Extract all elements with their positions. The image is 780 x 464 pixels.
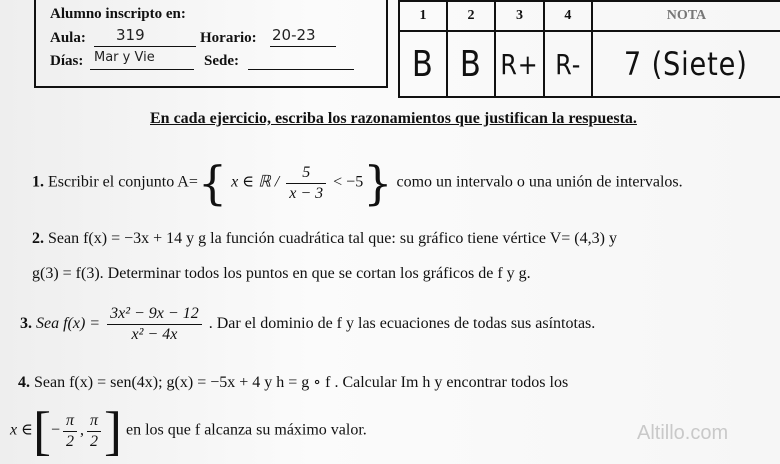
grade-value-nota: 7 (Siete) xyxy=(592,31,780,97)
exercise-2-line-2: g(3) = f(3). Determinar todos los puntos en que se cortan los gráficos de f y g. xyxy=(32,265,531,282)
grade-table xyxy=(398,0,780,92)
grade-header-nota: NOTA xyxy=(592,1,780,31)
dias-underline xyxy=(90,69,194,70)
exercise-3-lead: Sea f(x) = xyxy=(36,315,101,333)
exercise-3-tail: . Dar el dominio de f y las ecuaciones de todas sus asíntotas. xyxy=(208,315,596,333)
exercise-4-b-bot: 2 xyxy=(89,432,98,450)
exercise-4-a-top: π xyxy=(63,411,77,432)
grade-value-4: R- xyxy=(544,31,592,97)
exercise-1-fraction xyxy=(286,163,326,204)
left-bracket-icon: [ xyxy=(32,401,51,461)
sede-label: Sede: xyxy=(204,53,239,69)
exercise-3-number: 3. xyxy=(20,315,32,333)
exercise-2 xyxy=(32,230,617,248)
exercise-3-numerator: 3x² − 9x − 12 xyxy=(107,304,202,325)
exercise-4-a-bot: 2 xyxy=(65,432,74,450)
exercise-1-set-lhs: x ∈ ℝ / xyxy=(231,173,280,191)
grade-value-1: B xyxy=(399,31,447,97)
exercise-1-tail: como un intervalo o una unión de intervalos. xyxy=(396,173,683,191)
grade-header-3: 3 xyxy=(495,1,544,31)
exercise-3 xyxy=(20,304,595,345)
exercise-2-number: 2. xyxy=(32,230,44,247)
exercise-1-denominator: x − 3 xyxy=(289,184,324,202)
left-brace-icon: { xyxy=(197,156,228,210)
aula-label: Aula: xyxy=(50,30,86,46)
alumno-label: Alumno inscripto en: xyxy=(50,6,186,22)
exercise-4-b-top: π xyxy=(87,411,101,432)
right-brace-icon: } xyxy=(363,156,393,210)
exercise-4-line-1: Sean f(x) = sen(4x); g(x) = −5x + 4 y h = g ∘ f . Calcular Im h y encontrar todos los xyxy=(34,374,569,391)
sede-underline xyxy=(248,69,354,70)
exercise-4-number: 4. xyxy=(18,374,30,391)
exercise-4-continuation: x ∈[− $\frac{\pi}{2}$ , $\frac{\pi}{2}$ ] en los que f alcanza su máximo valor. xyxy=(10,401,367,461)
right-bracket-icon: ] xyxy=(104,401,122,461)
exercise-4-interval-b xyxy=(87,411,101,452)
exercise-1-number: 1. xyxy=(32,173,44,191)
exercise-3-denominator: x² − 4x xyxy=(131,326,178,343)
watermark: Altillo.com xyxy=(637,422,729,444)
exercise-2-line-1: Sean f(x) = −3x + 14 y g la función cuadrática tal que: su gráfico tiene vértice V= (4,3) y xyxy=(48,230,617,247)
exercise-4-interval-a xyxy=(63,411,77,452)
exercise-4-x-in: x ∈ xyxy=(10,421,33,439)
dias-value: Mar y Vie xyxy=(94,50,155,65)
dias-label: Días: xyxy=(50,53,84,69)
exercise-4-tail: en los que f alcanza su máximo valor. xyxy=(125,421,367,439)
grade-header-4: 4 xyxy=(544,1,592,31)
grade-header-1: 1 xyxy=(399,1,447,31)
instruction-heading: En cada ejercicio, escriba los razonamientos que justifican la respuesta. xyxy=(150,110,637,127)
aula-value: 319 xyxy=(116,26,145,44)
horario-value: 20-23 xyxy=(272,26,316,44)
exercise-1 xyxy=(32,156,683,210)
horario-label: Horario: xyxy=(200,30,257,46)
grade-value-2: B xyxy=(447,31,495,97)
exercise-1-set-rhs: < −5 xyxy=(333,173,364,191)
exercise-2-continuation xyxy=(32,265,531,283)
exercise-1-lead: Escribir el conjunto A= xyxy=(48,173,198,191)
aula-underline xyxy=(94,46,196,47)
exercise-4 xyxy=(18,372,568,392)
student-info-box xyxy=(34,0,388,88)
grade-header-2: 2 xyxy=(447,1,495,31)
horario-underline xyxy=(270,46,336,47)
grade-value-3: R+ xyxy=(495,31,544,97)
exercise-3-fraction xyxy=(107,304,202,345)
exercise-1-numerator: 5 xyxy=(286,163,326,184)
